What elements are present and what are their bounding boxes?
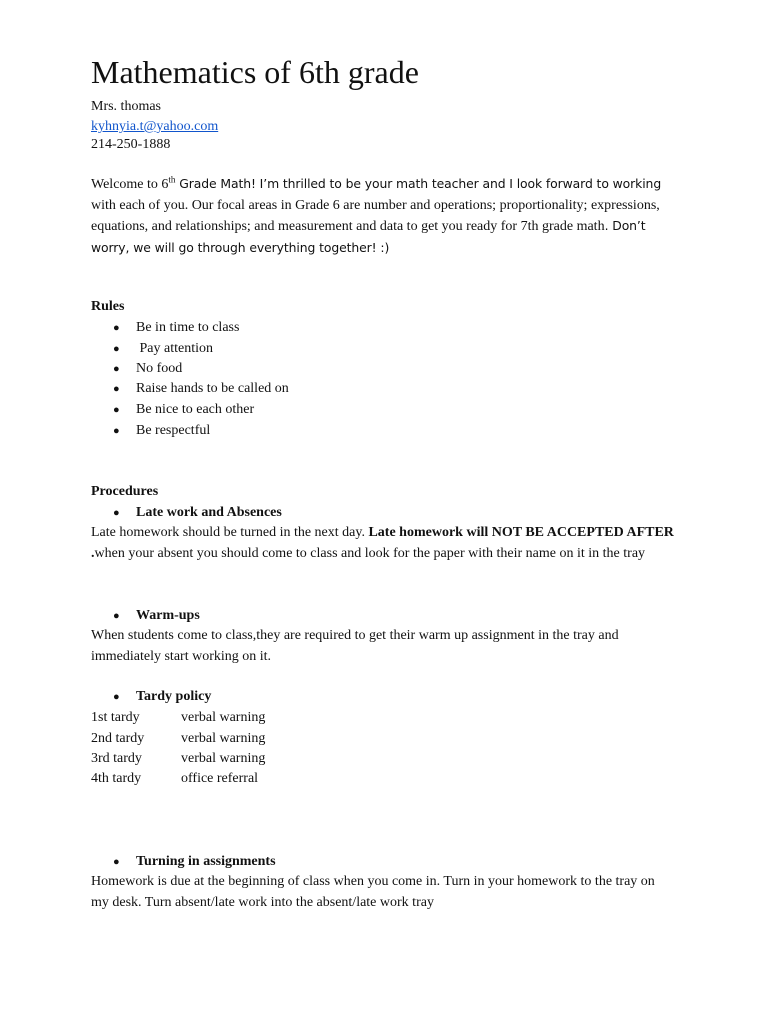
tardy-count: 2nd tardy xyxy=(91,731,145,746)
turning-in-heading: Turning in assignments xyxy=(136,854,276,869)
bullet-icon: ● xyxy=(113,322,120,334)
rule-item-text: Be nice to each other xyxy=(136,402,255,417)
phone-number: 214-250-1888 xyxy=(91,137,171,152)
bullet-icon: ● xyxy=(113,343,120,355)
welcome-text-start: Welcome to 6 xyxy=(91,177,169,192)
tardy-consequence: office referral xyxy=(181,771,259,786)
procedures-heading: Procedures xyxy=(91,484,159,499)
warm-ups-heading: Warm-ups xyxy=(136,608,200,623)
rule-item-text: Pay attention xyxy=(136,341,213,356)
late-work-warning: Late homework will NOT BE ACCEPTED AFTER . xyxy=(91,525,674,561)
rule-item-text: Be in time to class xyxy=(136,320,240,335)
tardy-consequence: verbal warning xyxy=(181,751,266,766)
bullet-icon: ● xyxy=(113,363,120,375)
warm-ups-paragraph: When students come to class,they are required to get their warm up assignment in the tray and immediately start working on it. xyxy=(91,628,619,664)
rule-item-text: No food xyxy=(136,361,183,376)
bullet-icon: ● xyxy=(113,507,120,519)
email-link[interactable]: kyhnyia.t@yahoo.com xyxy=(91,119,219,134)
tardy-count: 1st tardy xyxy=(91,710,140,725)
bullet-icon: ● xyxy=(113,425,120,437)
bullet-icon: ● xyxy=(113,610,120,622)
rule-item-text: Be respectful xyxy=(136,423,211,438)
bullet-icon: ● xyxy=(113,383,120,395)
bullet-icon: ● xyxy=(113,404,120,416)
page-title: Mathematics of 6th grade xyxy=(91,54,419,90)
bullet-icon: ● xyxy=(113,691,120,703)
late-work-paragraph xyxy=(91,523,683,564)
turning-in-paragraph: Homework is due at the beginning of class when you come in. Turn in your homework to the tray on my desk. Turn absent/late work into the absent/late work tray xyxy=(91,874,655,910)
welcome-superscript: th xyxy=(168,174,176,185)
rule-item-text: Raise hands to be called on xyxy=(136,381,289,396)
late-work-absence-text: when your absent you should come to class and look for the paper with their name on it in the tray xyxy=(94,545,646,561)
bullet-icon: ● xyxy=(113,856,120,868)
tardy-consequence: verbal warning xyxy=(181,710,266,725)
welcome-paragraph xyxy=(91,174,687,259)
late-work-intro: Late homework should be turned in the next day. xyxy=(91,525,369,540)
welcome-text-body: with each of you. Our focal areas in Grade 6 are number and operations; proportionality; expressions, equations, and relationships; and measurement and data to get you ready for 7th grade math xyxy=(91,197,660,235)
late-work-heading: Late work and Absences xyxy=(136,505,282,520)
tardy-count: 3rd tardy xyxy=(91,751,142,766)
teacher-name: Mrs. thomas xyxy=(91,99,161,114)
tardy-consequence: verbal warning xyxy=(181,731,266,746)
welcome-text-closing: . Don’t worry, we will go through everything together! :) xyxy=(91,218,646,255)
welcome-text-greeting: Grade Math! I’m thrilled to be your math teacher and I look forward to working xyxy=(175,176,662,191)
tardy-count: 4th tardy xyxy=(91,771,142,786)
tardy-policy-heading: Tardy policy xyxy=(136,689,212,704)
rules-heading: Rules xyxy=(91,299,125,314)
